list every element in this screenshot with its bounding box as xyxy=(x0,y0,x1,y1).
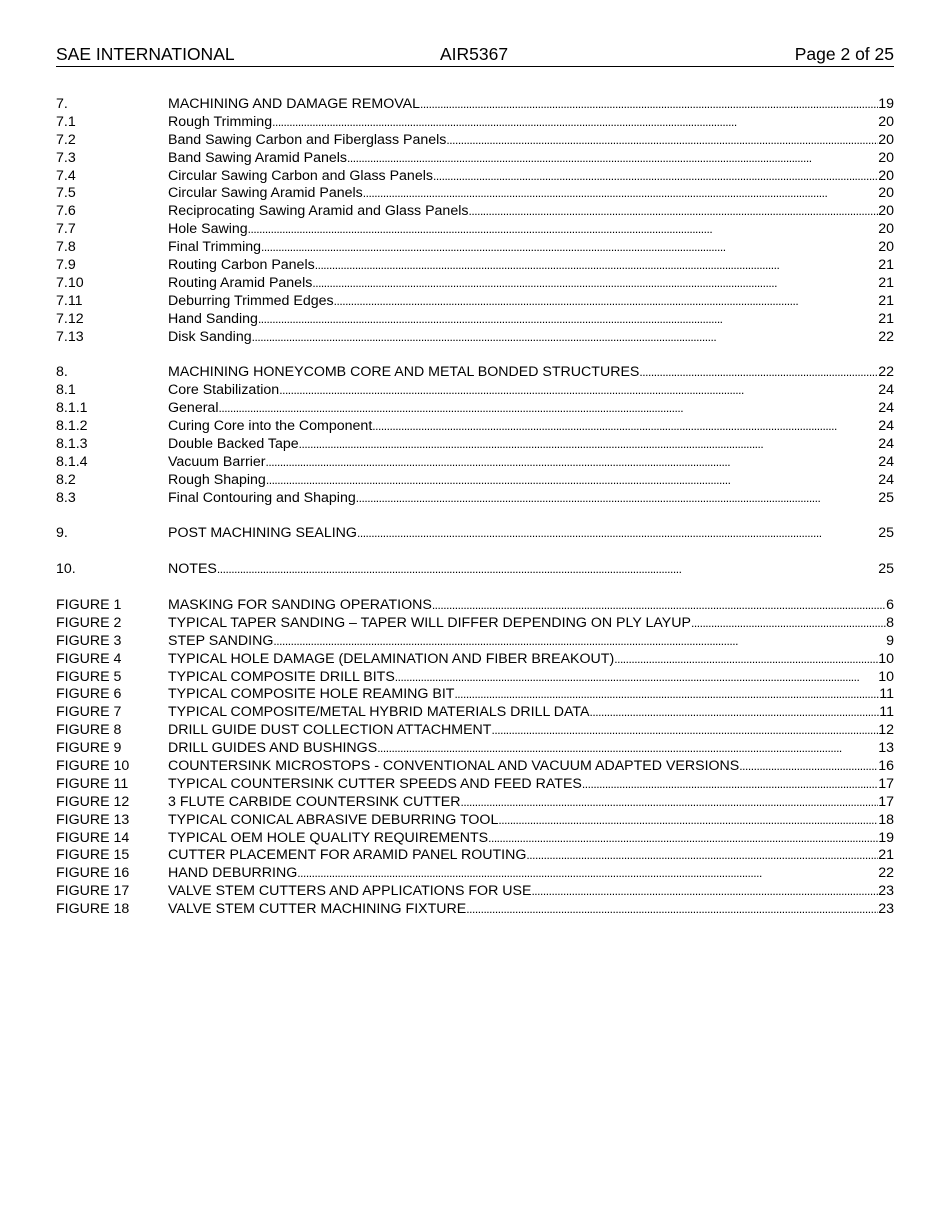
section-spacer xyxy=(56,346,894,364)
toc-entry[interactable] xyxy=(56,168,894,186)
toc-entry[interactable] xyxy=(56,400,894,418)
dot-leader xyxy=(739,758,878,776)
dot-leader xyxy=(357,525,878,543)
toc-entry-title: CUTTER PLACEMENT FOR ARAMID PANEL ROUTING xyxy=(168,847,527,864)
toc-entry-line xyxy=(168,525,894,543)
toc-entry-title: Final Trimming xyxy=(168,239,262,256)
toc-entry[interactable] xyxy=(56,740,894,758)
dot-leader xyxy=(347,150,878,168)
toc-entry-number: 7.4 xyxy=(56,167,76,184)
toc-entry-number: 8.3 xyxy=(56,489,76,506)
toc-entry-line xyxy=(168,114,894,132)
toc-entry-page: 20 xyxy=(878,221,894,238)
toc-entry-page: 23 xyxy=(878,901,894,918)
toc-entry-line xyxy=(168,883,894,901)
toc-entry-page: 22 xyxy=(878,865,894,882)
toc-entry[interactable] xyxy=(56,865,894,883)
toc-entry-line xyxy=(168,669,894,687)
toc-entry-title: Deburring Trimmed Edges xyxy=(168,292,334,309)
toc-entry[interactable] xyxy=(56,812,894,830)
dot-leader xyxy=(639,364,878,382)
toc-entry[interactable] xyxy=(56,96,894,114)
dot-leader xyxy=(252,329,879,347)
dot-leader xyxy=(531,883,878,901)
toc-entry-number: 8.2 xyxy=(56,471,76,488)
toc-entry-page: 10 xyxy=(878,668,894,685)
toc-entry-line xyxy=(168,597,894,615)
header-organization: SAE INTERNATIONAL xyxy=(56,44,235,64)
toc-entry-number: FIGURE 3 xyxy=(56,632,122,649)
page-header xyxy=(56,44,894,67)
toc-entry-title: TYPICAL TAPER SANDING – TAPER WILL DIFFER DEPENDING ON PLY LAYUP xyxy=(168,614,691,631)
dot-leader xyxy=(312,275,878,293)
toc-entry-page: 21 xyxy=(878,847,894,864)
toc-entry-number: 8. xyxy=(56,364,68,381)
dot-leader xyxy=(334,293,879,311)
toc-entry-line xyxy=(168,776,894,794)
toc-entry-line xyxy=(168,633,894,651)
section-spacer xyxy=(56,543,894,561)
toc-entry-page: 21 xyxy=(878,292,894,309)
toc-entry-page: 25 xyxy=(878,525,894,542)
toc-entry-page: 21 xyxy=(878,274,894,291)
toc-entry[interactable] xyxy=(56,722,894,740)
toc-entry[interactable] xyxy=(56,883,894,901)
toc-entry-line xyxy=(168,722,894,740)
toc-entry-page: 11 xyxy=(879,686,894,703)
toc-entry-line xyxy=(168,758,894,776)
toc-entry[interactable] xyxy=(56,239,894,257)
toc-entry-title: VALVE STEM CUTTER MACHINING FIXTURE xyxy=(168,901,467,918)
toc-entry-number: 8.1 xyxy=(56,382,76,399)
toc-entry-page: 24 xyxy=(878,453,894,470)
toc-entry-number: FIGURE 8 xyxy=(56,722,122,739)
toc-entry-line xyxy=(168,400,894,418)
toc-entry-number: FIGURE 9 xyxy=(56,740,122,757)
toc-entry-page: 6 xyxy=(886,596,894,613)
toc-entry-page: 13 xyxy=(878,740,894,757)
toc-entry[interactable] xyxy=(56,185,894,203)
toc-entry-title: HAND DEBURRING xyxy=(168,865,298,882)
toc-entry-number: 10. xyxy=(56,561,76,578)
toc-entry-line xyxy=(168,901,894,919)
toc-entry-line xyxy=(168,275,894,293)
toc-entry-page: 24 xyxy=(878,400,894,417)
dot-leader xyxy=(395,669,878,687)
toc-entry-title: NOTES xyxy=(168,561,217,578)
toc-entry-page: 10 xyxy=(878,650,894,667)
dot-leader xyxy=(582,776,878,794)
toc-entry[interactable] xyxy=(56,669,894,687)
toc-entry[interactable] xyxy=(56,472,894,490)
dot-leader xyxy=(590,704,880,722)
toc-entry[interactable] xyxy=(56,436,894,454)
toc-entry-title: 3 FLUTE CARBIDE COUNTERSINK CUTTER xyxy=(168,793,461,810)
table-of-contents xyxy=(56,96,894,919)
dot-leader xyxy=(266,472,878,490)
toc-entry-number: 7.5 xyxy=(56,185,76,202)
dot-leader xyxy=(498,812,878,830)
dot-leader xyxy=(420,96,878,114)
toc-entry-page: 22 xyxy=(878,328,894,345)
dot-leader xyxy=(691,615,886,633)
toc-entry-number: FIGURE 2 xyxy=(56,614,122,631)
toc-entry-title: Vacuum Barrier xyxy=(168,453,266,470)
dot-leader xyxy=(432,597,886,615)
toc-entry-title: STEP SANDING xyxy=(168,632,274,649)
toc-entry-title: Curing Core into the Component xyxy=(168,418,373,435)
toc-entry[interactable] xyxy=(56,257,894,275)
toc-entry[interactable] xyxy=(56,776,894,794)
toc-entry[interactable] xyxy=(56,597,894,615)
toc-entry-title: Routing Carbon Panels xyxy=(168,257,315,274)
toc-entry-title: TYPICAL COUNTERSINK CUTTER SPEEDS AND FEED RATES xyxy=(168,775,582,792)
toc-entry-title: Hand Sanding xyxy=(168,310,258,327)
dot-leader xyxy=(279,382,878,400)
toc-entry-number: 7.13 xyxy=(56,328,84,345)
toc-entry-page: 20 xyxy=(878,113,894,130)
toc-entry-title: TYPICAL COMPOSITE HOLE REAMING BIT xyxy=(168,686,455,703)
dot-leader xyxy=(433,168,878,186)
dot-leader xyxy=(460,794,878,812)
toc-entry[interactable] xyxy=(56,418,894,436)
toc-entry[interactable] xyxy=(56,615,894,633)
toc-entry-page: 21 xyxy=(878,310,894,327)
toc-entry-title: Reciprocating Sawing Aramid and Glass Panels xyxy=(168,203,469,220)
toc-entry-title: Band Sawing Aramid Panels xyxy=(168,149,348,166)
toc-entry[interactable] xyxy=(56,561,894,579)
toc-entry-title: TYPICAL HOLE DAMAGE (DELAMINATION AND FIBER BREAKOUT) xyxy=(168,650,615,667)
toc-entry-page: 19 xyxy=(878,829,894,846)
header-page-number: Page 2 of 25 xyxy=(794,44,894,64)
toc-entry-title: Final Contouring and Shaping xyxy=(168,489,356,506)
dot-leader xyxy=(261,239,878,257)
toc-entry-page: 18 xyxy=(878,811,894,828)
dot-leader xyxy=(614,651,878,669)
toc-entry-page: 20 xyxy=(878,239,894,256)
toc-entry-page: 17 xyxy=(878,793,894,810)
toc-entry-line xyxy=(168,740,894,758)
dot-leader xyxy=(258,311,878,329)
toc-entry-number: 9. xyxy=(56,525,68,542)
toc-entry-line xyxy=(168,185,894,203)
toc-entry-number: 8.1.3 xyxy=(56,435,88,452)
toc-entry[interactable] xyxy=(56,651,894,669)
toc-entry[interactable] xyxy=(56,293,894,311)
toc-entry-line xyxy=(168,490,894,508)
toc-entry-page: 20 xyxy=(878,149,894,166)
toc-entry[interactable] xyxy=(56,114,894,132)
toc-entry-number: 8.1.1 xyxy=(56,400,88,417)
toc-entry-title: Rough Trimming xyxy=(168,113,273,130)
toc-entry-line xyxy=(168,704,894,722)
toc-entry-line xyxy=(168,364,894,382)
toc-entry-title: TYPICAL COMPOSITE DRILL BITS xyxy=(168,668,395,685)
toc-entry-title: DRILL GUIDE DUST COLLECTION ATTACHMENT xyxy=(168,722,492,739)
toc-entry-page: 9 xyxy=(886,632,894,649)
dot-leader xyxy=(273,633,886,651)
toc-entry-line xyxy=(168,561,894,579)
toc-entry-page: 24 xyxy=(878,418,894,435)
dot-leader xyxy=(488,830,878,848)
dot-leader xyxy=(356,490,878,508)
dot-leader xyxy=(454,686,879,704)
dot-leader xyxy=(468,203,878,221)
dot-leader xyxy=(526,847,878,865)
toc-entry-number: 7. xyxy=(56,96,68,112)
toc-entry-line xyxy=(168,436,894,454)
toc-entry-number: 8.1.4 xyxy=(56,453,88,470)
toc-entry-number: 7.3 xyxy=(56,149,76,166)
toc-entry-number: FIGURE 6 xyxy=(56,686,122,703)
toc-entry-page: 20 xyxy=(878,131,894,148)
toc-entry-title: COUNTERSINK MICROSTOPS - CONVENTIONAL AND VACUUM ADAPTED VERSIONS xyxy=(168,757,740,774)
toc-entry[interactable] xyxy=(56,830,894,848)
toc-entry-number: FIGURE 5 xyxy=(56,668,122,685)
toc-entry-line xyxy=(168,221,894,239)
toc-entry-page: 24 xyxy=(878,382,894,399)
toc-entry-line xyxy=(168,168,894,186)
toc-entry-number: FIGURE 17 xyxy=(56,883,130,900)
toc-entry-number: FIGURE 4 xyxy=(56,650,122,667)
toc-entry-line xyxy=(168,293,894,311)
toc-entry-line xyxy=(168,472,894,490)
toc-entry-number: FIGURE 10 xyxy=(56,757,130,774)
toc-entry[interactable] xyxy=(56,704,894,722)
toc-entry-number: 7.1 xyxy=(56,113,76,130)
toc-entry[interactable] xyxy=(56,454,894,472)
toc-entry-page: 11 xyxy=(879,704,894,721)
toc-entry[interactable] xyxy=(56,132,894,150)
toc-entry[interactable] xyxy=(56,275,894,293)
toc-entry-title: TYPICAL COMPOSITE/METAL HYBRID MATERIALS DRILL DATA xyxy=(168,704,590,721)
toc-entry-title: VALVE STEM CUTTERS AND APPLICATIONS FOR USE xyxy=(168,883,532,900)
toc-entry-title: Double Backed Tape xyxy=(168,435,299,452)
dot-leader xyxy=(217,561,878,579)
toc-entry-line xyxy=(168,812,894,830)
toc-entry-number: 8.1.2 xyxy=(56,418,88,435)
toc-entry-title: Hole Sawing xyxy=(168,221,248,238)
toc-entry-page: 23 xyxy=(878,883,894,900)
toc-entry-page: 20 xyxy=(878,185,894,202)
toc-entry[interactable] xyxy=(56,901,894,919)
dot-leader xyxy=(218,400,878,418)
dot-leader xyxy=(377,740,878,758)
toc-entry-line xyxy=(168,418,894,436)
toc-entry-line xyxy=(168,203,894,221)
toc-entry[interactable] xyxy=(56,847,894,865)
toc-entry-number: FIGURE 18 xyxy=(56,901,130,918)
dot-leader xyxy=(363,185,878,203)
toc-entry-number: 7.9 xyxy=(56,257,76,274)
dot-leader xyxy=(297,865,878,883)
toc-entry[interactable] xyxy=(56,633,894,651)
toc-entry-number: FIGURE 7 xyxy=(56,704,122,721)
toc-entry-number: FIGURE 12 xyxy=(56,793,130,810)
dot-leader xyxy=(315,257,879,275)
toc-entry-title: MACHINING AND DAMAGE REMOVAL xyxy=(168,96,420,112)
toc-entry-title: DRILL GUIDES AND BUSHINGS xyxy=(168,740,378,757)
toc-entry-page: 20 xyxy=(878,167,894,184)
toc-entry-number: FIGURE 1 xyxy=(56,596,122,613)
dot-leader xyxy=(272,114,878,132)
toc-entry-title: Circular Sawing Aramid Panels xyxy=(168,185,363,202)
toc-entry-line xyxy=(168,686,894,704)
toc-entry[interactable] xyxy=(56,490,894,508)
toc-entry-line xyxy=(168,329,894,347)
toc-entry-number: 7.6 xyxy=(56,203,76,220)
toc-entry-line xyxy=(168,382,894,400)
toc-entry[interactable] xyxy=(56,311,894,329)
toc-entry[interactable] xyxy=(56,150,894,168)
toc-entry-line xyxy=(168,454,894,472)
toc-entry-number: FIGURE 16 xyxy=(56,865,130,882)
toc-entry-title: Core Stabilization xyxy=(168,382,280,399)
toc-entry-number: 7.8 xyxy=(56,239,76,256)
toc-entry-line xyxy=(168,865,894,883)
toc-entry-line xyxy=(168,150,894,168)
toc-entry-number: FIGURE 15 xyxy=(56,847,130,864)
toc-entry[interactable] xyxy=(56,221,894,239)
dot-leader xyxy=(266,454,879,472)
toc-entry-page: 8 xyxy=(886,614,894,631)
toc-entry[interactable] xyxy=(56,382,894,400)
toc-entry[interactable] xyxy=(56,329,894,347)
toc-entry-title: MASKING FOR SANDING OPERATIONS xyxy=(168,596,432,613)
dot-leader xyxy=(372,418,878,436)
dot-leader xyxy=(248,221,879,239)
toc-entry-line xyxy=(168,257,894,275)
toc-entry-title: Disk Sanding xyxy=(168,328,252,345)
toc-entry-line xyxy=(168,311,894,329)
toc-entry-page: 16 xyxy=(878,757,894,774)
toc-entry-line xyxy=(168,615,894,633)
toc-entry-line xyxy=(168,651,894,669)
toc-entry-number: FIGURE 11 xyxy=(56,775,129,792)
dot-leader xyxy=(446,132,878,150)
dot-leader xyxy=(299,436,879,454)
toc-entry-number: 7.2 xyxy=(56,131,76,148)
section-spacer xyxy=(56,579,894,597)
toc-entry[interactable] xyxy=(56,364,894,382)
toc-entry-line xyxy=(168,96,894,114)
toc-entry-number: 7.12 xyxy=(56,310,84,327)
toc-entry-page: 19 xyxy=(878,96,894,112)
toc-entry-number: FIGURE 14 xyxy=(56,829,130,846)
toc-entry-title: Band Sawing Carbon and Fiberglass Panels xyxy=(168,131,447,148)
toc-entry-line xyxy=(168,794,894,812)
toc-entry-title: TYPICAL CONICAL ABRASIVE DEBURRING TOOL xyxy=(168,811,499,828)
toc-entry-title: Circular Sawing Carbon and Glass Panels xyxy=(168,167,433,184)
toc-entry-page: 20 xyxy=(878,203,894,220)
toc-entry-number: 7.7 xyxy=(56,221,76,238)
toc-entry-page: 25 xyxy=(878,489,894,506)
toc-entry-title: MACHINING HONEYCOMB CORE AND METAL BONDED STRUCTURES xyxy=(168,364,640,381)
toc-entry-page: 25 xyxy=(878,561,894,578)
section-spacer xyxy=(56,507,894,525)
toc-entry-line xyxy=(168,239,894,257)
toc-entry-page: 24 xyxy=(878,435,894,452)
toc-entry-page: 17 xyxy=(878,775,894,792)
toc-entry[interactable] xyxy=(56,203,894,221)
toc-entry[interactable] xyxy=(56,758,894,776)
dot-leader xyxy=(466,901,878,919)
toc-entry-title: General xyxy=(168,400,219,417)
toc-entry-line xyxy=(168,830,894,848)
toc-entry-line xyxy=(168,132,894,150)
toc-entry-number: 7.11 xyxy=(56,292,83,309)
header-document-id: AIR5367 xyxy=(440,44,509,64)
toc-entry-title: POST MACHINING SEALING xyxy=(168,525,357,542)
toc-entry[interactable] xyxy=(56,525,894,543)
toc-entry-title: Routing Aramid Panels xyxy=(168,274,313,291)
toc-entry-page: 12 xyxy=(878,722,894,739)
toc-entry-page: 21 xyxy=(878,257,894,274)
toc-entry-line xyxy=(168,847,894,865)
toc-entry-title: TYPICAL OEM HOLE QUALITY REQUIREMENTS xyxy=(168,829,489,846)
toc-entry-page: 24 xyxy=(878,471,894,488)
dot-leader xyxy=(491,722,878,740)
toc-entry[interactable] xyxy=(56,794,894,812)
toc-entry-number: FIGURE 13 xyxy=(56,811,130,828)
toc-entry-title: Rough Shaping xyxy=(168,471,266,488)
toc-entry-number: 7.10 xyxy=(56,274,84,291)
toc-entry-page: 22 xyxy=(878,364,894,381)
toc-entry[interactable] xyxy=(56,686,894,704)
